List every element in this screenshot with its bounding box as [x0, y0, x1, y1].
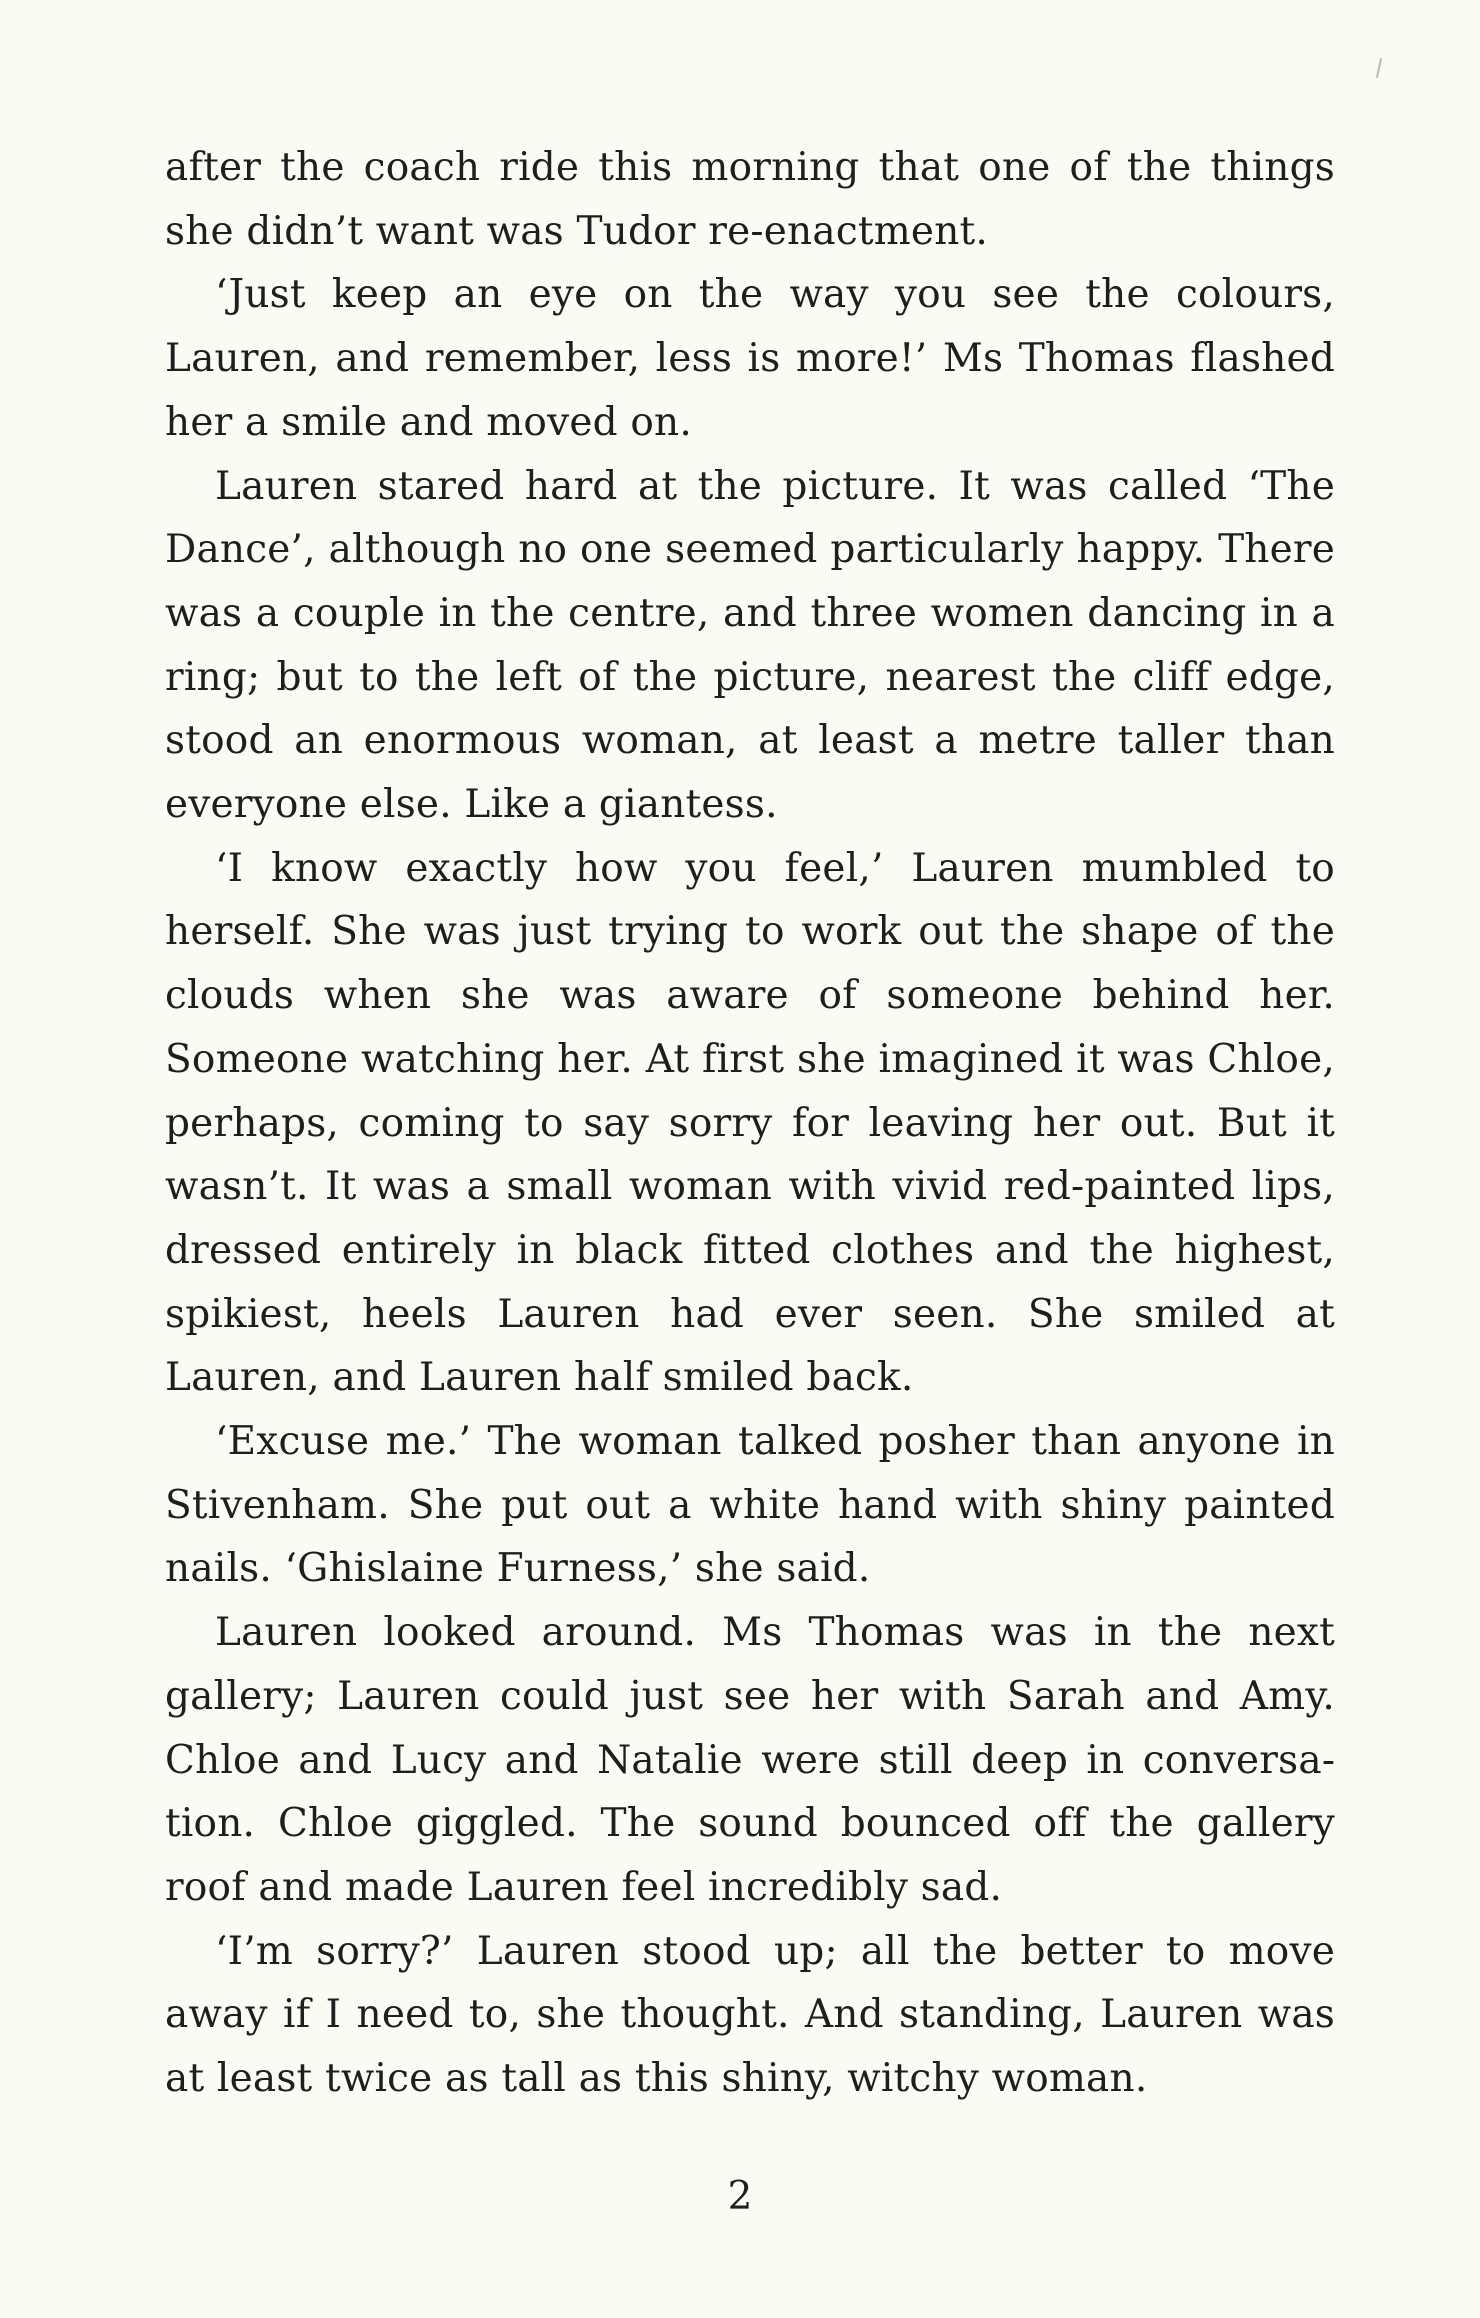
page-number: 2 [727, 2174, 753, 2219]
margin-mark [1376, 58, 1382, 78]
body-text [165, 136, 1335, 2111]
paragraph: after the coach ride this morning that one of the things she didn’t want was Tudor re-enactment. [165, 145, 1335, 254]
paragraph: ‘I’m sorry?’ Lauren stood up; all the better to move away if I need to, she thought. And standing, Lauren was at least twice as tall as this shiny, witchy woman. [165, 1928, 1335, 2102]
paragraph: Lauren looked around. Ms Thomas was in the next gallery; Lauren could just see her with Sarah and Amy. Chloe and Lucy and Natalie were still deep in conversation. Chloe giggled. The sound bounced off the gallery roof and made Lauren feel incredibly sad. [165, 1610, 1335, 1910]
paragraph: ‘I know exactly how you feel,’ Lauren mumbled to herself. She was just trying to work out the shape of the clouds when she was aware of someone behind her. Someone watching her. At first she imagined it was Chloe, perhaps, coming to say sorry for leaving her out. But it wasn’t. It was a small woman with vivid red-painted lips, dressed entirely in black fitted clothes and the highest, spikiest, heels Lauren had ever seen. She smiled at Lauren, and Lauren half smiled back. [165, 845, 1335, 1401]
paragraph: ‘Excuse me.’ The woman talked posher than anyone in Stivenham. She put out a white hand with shiny painted nails. ‘Ghislaine Furness,’ she said. [165, 1419, 1335, 1592]
paragraph: ‘Just keep an eye on the way you see the colours, Lauren, and remember, less is more!’ Ms Thomas flashed her a smile and moved on. [165, 272, 1335, 445]
paragraph: Lauren stared hard at the picture. It was called ‘The Dance’, although no one seemed particularly happy. There was a couple in the centre, and three women dancing in a ring; but to the left of the picture, nearest the cliff edge, stood an enormous woman, at least a metre taller than everyone else. Like a giantess. [165, 463, 1335, 828]
